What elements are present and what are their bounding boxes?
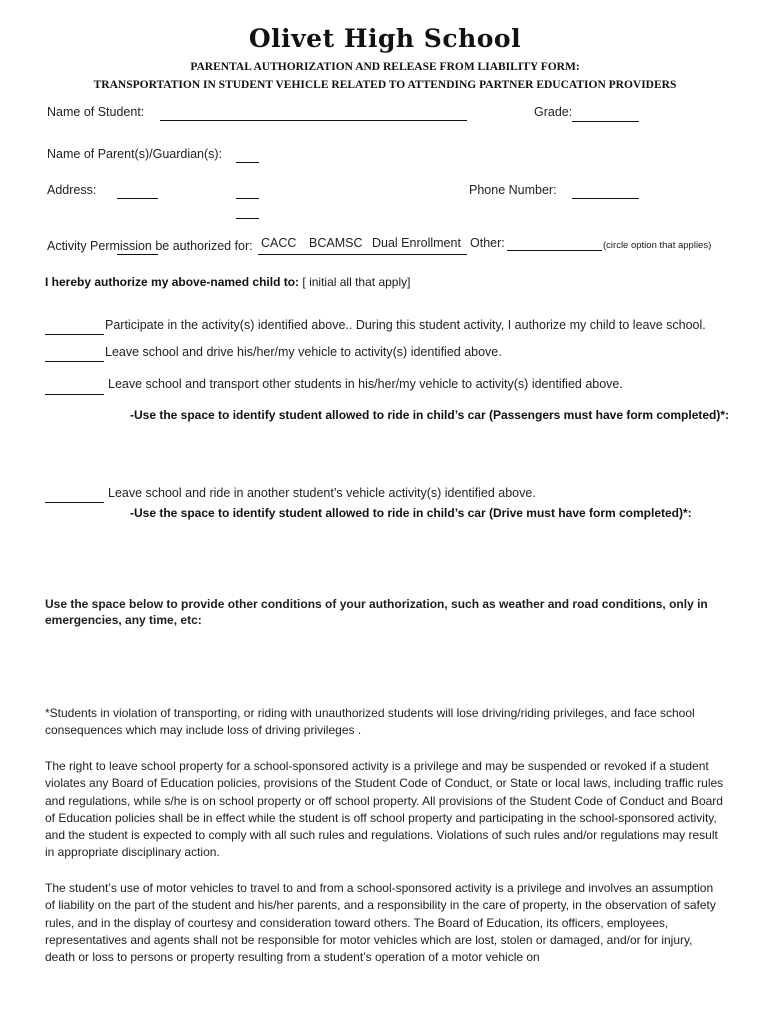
authorize-item-4: Leave school and ride in another student’s vehicle activity(s) identified above.: [108, 486, 536, 500]
option-bcamsc[interactable]: BCAMSC: [309, 236, 363, 250]
authorize-item-3: Leave school and transport other students in his/her/my vehicle to activity(s) identified above.: [108, 377, 623, 391]
student-name-field[interactable]: [160, 120, 467, 121]
authorize-heading: [45, 275, 410, 289]
authorize-lead: I hereby authorize my above-named child to:: [45, 275, 300, 289]
address-label: Address:: [47, 183, 97, 197]
initial-field-4[interactable]: [45, 502, 104, 503]
authorize-lead-note: [ initial all that apply]: [302, 275, 411, 289]
initial-field-3[interactable]: [45, 394, 104, 395]
student-name-label: Name of Student:: [47, 105, 145, 119]
authorize-item-1: Participate in the activity(s) identified above.. During this student activity, I authorize my child to leave school.: [105, 318, 706, 332]
grade-field[interactable]: [572, 121, 639, 122]
address-field-2[interactable]: [236, 198, 259, 199]
conditions-prompt: Use the space below to provide other conditions of your authorization, such as weather and road conditions, only in emergencies, any time, etc:: [45, 597, 708, 627]
violation-paragraph: *Students in violation of transporting, or riding with unauthorized students will lose driving/riding privileges, and face school consequences which may include loss of driving privileges .: [45, 706, 695, 738]
option-dual-enrollment[interactable]: Dual Enrollment: [372, 236, 461, 250]
other-field[interactable]: [507, 250, 602, 251]
motor-vehicles-paragraph: The student’s use of motor vehicles to travel to and from a school-sponsored activity is a privilege and involves an assumption of liability on the part of the student and his/her parents, and a responsibility in the care of property, in the observation of safety rules, and in the display of courtesy and consideration toward others. The Board of Education, its officers, employees, representatives and agents shall not be responsible for motor vehicles which are lost, stolen or damaged, and/or for injury, death or loss to persons or property resulting from a student’s operation of a motor vehicle on: [45, 881, 716, 965]
phone-field[interactable]: [572, 198, 639, 199]
options-underline: [258, 254, 467, 255]
initial-field-1[interactable]: [45, 334, 104, 335]
circle-note: (circle option that applies): [603, 240, 712, 251]
authorize-item-2: Leave school and drive his/her/my vehicle to activity(s) identified above.: [105, 345, 502, 359]
parent-name-label: Name of Parent(s)/Guardian(s):: [47, 147, 223, 161]
address-field-1[interactable]: [117, 198, 158, 199]
phone-label: Phone Number:: [469, 183, 557, 197]
option-cacc[interactable]: CACC: [261, 236, 297, 250]
address-field-3[interactable]: [236, 218, 259, 219]
activity-permission-label: Activity Permission be authorized for:: [47, 239, 253, 253]
form-title-line-2: TRANSPORTATION IN STUDENT VEHICLE RELATED TO ATTENDING PARTNER EDUCATION PROVIDERS: [93, 79, 677, 91]
school-title: Olivet High School: [248, 24, 522, 53]
parent-name-field[interactable]: [236, 162, 259, 163]
initial-field-2[interactable]: [45, 361, 104, 362]
authorize-item-4-note: -Use the space to identify student allowed to ride in child’s car (Drive must have form completed)*:: [130, 506, 692, 520]
activity-permission-underline: [117, 254, 158, 255]
form-title-line-1: PARENTAL AUTHORIZATION AND RELEASE FROM LIABILITY FORM:: [190, 61, 580, 73]
grade-label: Grade:: [534, 105, 573, 119]
right-to-leave-paragraph: The right to leave school property for a school-sponsored activity is a privilege and may be suspended or revoked if a student violates any Board of Education policies, provisions of the Student Code of Conduct, or State or local laws, including traffic rules and regulations, while s/he is on school property or off school property. All provisions of the Student Code of Conduct and Board of Education policies shall be in effect while the student is off school property and participating in the school-sponsored activity, and the student is expected to comply with all such rules and regulations. Violations of such rules and/or regulations may result in appropriate disciplinary action.: [45, 759, 724, 860]
authorize-item-3-note: -Use the space to identify student allowed to ride in child’s car (Passengers must have form completed)*:: [130, 408, 730, 422]
other-label: Other:: [470, 236, 505, 250]
